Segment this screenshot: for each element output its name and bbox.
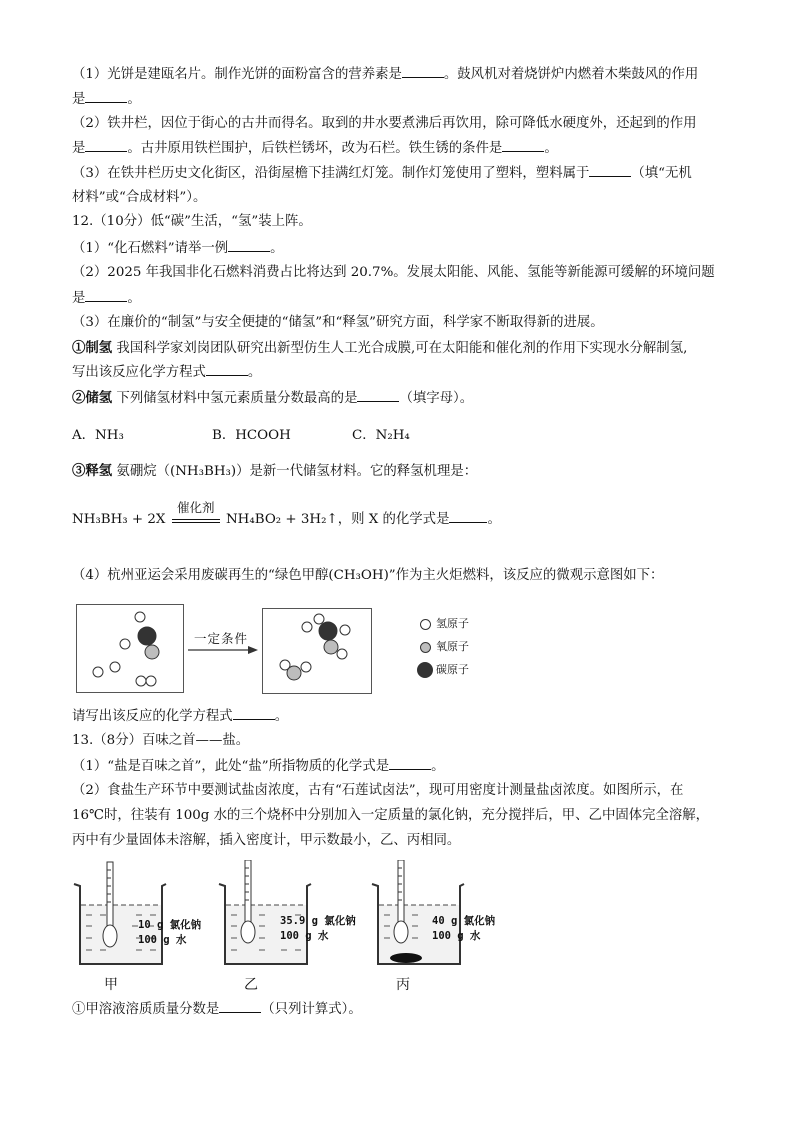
q12-4-prompt: 请写出该反应的化学方程式 。 [72, 706, 288, 727]
answer-blank[interactable] [219, 999, 261, 1013]
q12-1: （1）“化石燃料”请举一例 。 [72, 238, 284, 259]
oxygen-atom [145, 645, 159, 659]
q11-3-line1: （3）在铁井栏历史文化街区，沿街屋檐下挂满红灯笼。制作灯笼使用了塑料，塑料属于 （填“无机 [72, 163, 692, 184]
answer-blank[interactable] [85, 288, 127, 302]
beaker-jia-salt: 10 g 氯化钠 [138, 919, 202, 931]
carbon-atom [319, 622, 337, 640]
hydrogen-atom [301, 662, 311, 672]
hydrogen-atom [146, 676, 156, 686]
q13-1: （1）“盐是百味之首”，此处“盐”所指物质的化学式是 。 [72, 756, 445, 777]
answer-blank[interactable] [85, 138, 127, 152]
answer-blank[interactable] [402, 64, 444, 78]
q12-3-equation-prompt: 写出该反应化学方程式 。 [72, 362, 261, 383]
answer-blank[interactable] [449, 509, 487, 523]
beaker-yi-water: 100 g 水 [280, 930, 329, 942]
q13-2-line1: （2）食盐生产环节中要测试盐卤浓度，古有“石莲试卤法”，现可用密度计测量盐卤浓度。如图所示，在 [72, 783, 684, 798]
carbon-atom [138, 627, 156, 645]
undissolved-solid [390, 953, 422, 963]
q12-3-release: ③释氢 氨硼烷（(NH₃BH₃)）是新一代储氢材料。它的释氢机理是： [72, 463, 478, 479]
q12-2-line2: 是 。 [72, 288, 141, 309]
q11-1-line2: 是 。 [72, 89, 141, 110]
option-c[interactable]: C．N₂H₄ [352, 428, 410, 443]
hydrogen-icon [420, 619, 431, 630]
beaker-bing-label: 丙 [396, 977, 410, 993]
q13-2-line2: 16℃时，往装有 100g 水的三个烧杯中分别加入一定质量的氯化钠，充分搅拌后，甲、乙中固体完全溶解， [72, 808, 710, 823]
reactants-molecules [77, 605, 183, 692]
hydrogen-atom [93, 667, 103, 677]
hydrogen-atom [337, 649, 347, 659]
equation-left: NH₃BH₃ + 2X [72, 512, 166, 527]
hydrogen-atom [302, 622, 312, 632]
q11-2-line1: （2）铁井栏，因位于街心的古井而得名。取到的井水要煮沸后再饮用，除可降低水硬度外，还起到的作用 [72, 116, 697, 131]
option-a[interactable]: A．NH₃ [72, 428, 124, 443]
answer-blank[interactable] [233, 706, 275, 720]
beaker-jia-drawing [70, 860, 170, 970]
oxygen-atom [287, 666, 301, 680]
equation-right: NH₄BO₂ + 3H₂↑ [225, 512, 338, 527]
q13-2-line3: 丙中有少量固体未溶解，插入密度计，甲示数最小，乙、丙相同。 [72, 833, 461, 848]
beaker-jia-water: 100 g 水 [138, 934, 187, 946]
beaker-yi-salt: 35.9 g 氯化钠 [280, 915, 356, 927]
products-molecules [263, 609, 371, 693]
q12-3: （3）在廉价的“制氢”与安全便捷的“储氢”和“释氢”研究方面，科学家不断取得新的进展。 [72, 315, 604, 330]
hydrogen-atom [314, 614, 324, 624]
legend-carbon: 碳原子 [420, 661, 469, 678]
q12-3-hydrogen-making: ①制氢 我国科学家刘岗团队研究出新型仿生人工光合成膜,可在太阳能和催化剂的作用下实现水分解制氢, [72, 340, 688, 356]
q12-4: （4）杭州亚运会采用废碳再生的“绿色甲醇(CH₃OH)”作为主火炬燃料，该反应的微观示意图如下： [72, 568, 664, 583]
hydrogen-atom [340, 625, 350, 635]
beaker-bing-water: 100 g 水 [432, 930, 481, 942]
q13-2-sub1: ①甲溶液溶质质量分数是 （只列计算式）。 [72, 999, 362, 1020]
beaker-bing-salt: 40 g 氯化钠 [432, 915, 496, 927]
answer-blank[interactable] [206, 362, 248, 376]
q12-2-line1: （2）2025 年我国非化石燃料消费占比将达到 20.7%。发展太阳能、风能、氢能等新能源可缓解的环境问题 [72, 265, 715, 280]
arrow-icon [188, 644, 258, 680]
carbon-icon [417, 662, 433, 678]
hydrogen-atom [135, 612, 145, 622]
beaker-jia-label: 甲 [104, 977, 118, 993]
option-b[interactable]: B．HCOOH [212, 428, 291, 443]
answer-blank[interactable] [85, 89, 127, 103]
release-equation: NH₃BH₃ + 2X 催化剂 NH₄BO₂ + 3H₂↑，则 X 的化学式是 。 [72, 500, 501, 527]
hydrogen-atom [110, 662, 120, 672]
products-box [262, 608, 372, 694]
answer-blank[interactable] [228, 238, 270, 252]
answer-blank[interactable] [357, 388, 399, 402]
q12-3-storage: ②储氢 下列储氢材料中氢元素质量分数最高的是 （填字母）。 [72, 390, 474, 406]
oxygen-atom [324, 640, 338, 654]
hydrogen-atom [136, 676, 146, 686]
legend-oxygen: 氧原子 [420, 638, 469, 654]
q11-1-line1: （1）光饼是建瓯名片。制作光饼的面粉富含的营养素是 。鼓风机对着烧饼炉内燃着木柴鼓风的作用 [72, 64, 698, 85]
catalyst-label: 催化剂 [176, 500, 215, 515]
condition-label: 一定条件 [194, 631, 249, 646]
q11-2-line2: 是 。古井原用铁栏围护，后铁栏锈坏，改为石栏。铁生锈的条件是 。 [72, 138, 558, 159]
equation-arrow [172, 500, 220, 523]
answer-blank[interactable] [502, 138, 544, 152]
legend-hydrogen: 氢原子 [420, 615, 469, 631]
reactants-box [76, 604, 184, 693]
q11-3-line2: 材料”或“合成材料”）。 [72, 190, 207, 205]
beaker-yi-label: 乙 [244, 977, 258, 993]
q12-title: 12.（10分）低“碳”生活，“氢”装上阵。 [72, 214, 312, 229]
q13-title: 13.（8分）百味之首——盐。 [72, 733, 250, 748]
answer-blank[interactable] [389, 756, 431, 770]
hydrogen-atom [120, 639, 130, 649]
oxygen-icon [420, 642, 431, 653]
answer-blank[interactable] [589, 163, 631, 177]
